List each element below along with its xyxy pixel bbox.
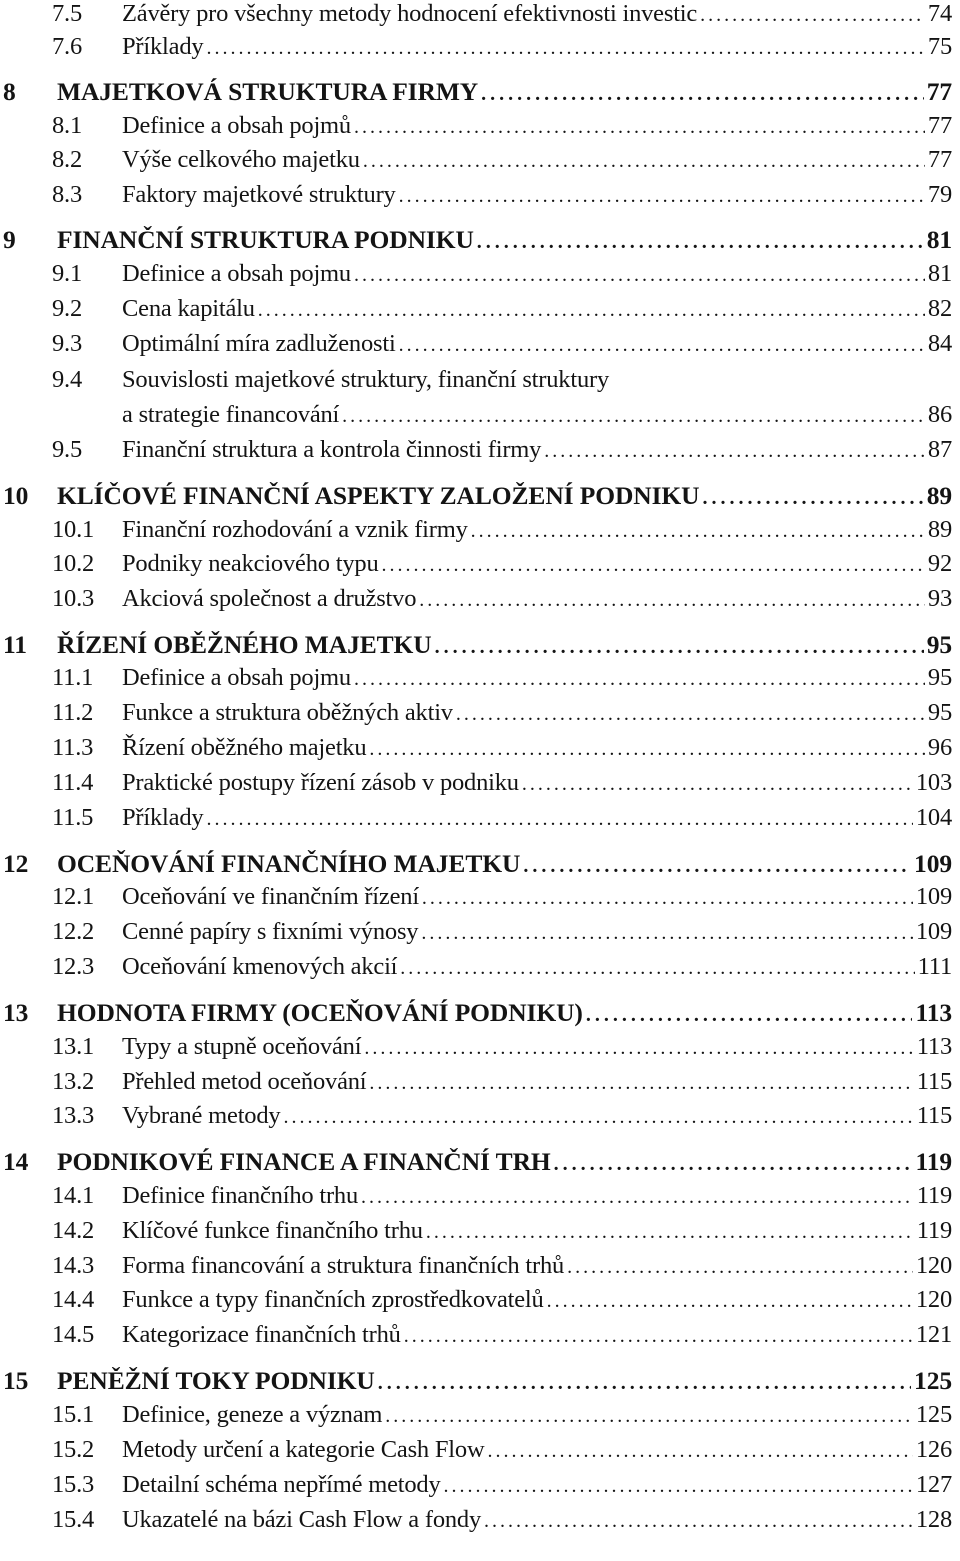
dot-leader <box>206 37 924 60</box>
page-number: 119 <box>915 1147 952 1176</box>
dot-leader <box>471 520 925 543</box>
page-number: 95 <box>926 630 952 659</box>
section-title: Metody určení a kategorie Cash Flow <box>122 1436 485 1463</box>
section-number: 10.1 <box>52 516 95 543</box>
chapter-title: HODNOTA FIRMY (OCEŇOVÁNÍ PODNIKU) <box>57 998 583 1027</box>
dot-leader <box>421 922 913 945</box>
toc-section-row <box>0 33 960 67</box>
section-number: 11.1 <box>52 664 94 691</box>
chapter-title: PENĚŽNÍ TOKY PODNIKU <box>57 1366 375 1395</box>
toc-section-row <box>0 1286 960 1320</box>
section-title: Definice a obsah pojmu <box>122 664 351 691</box>
page-number: 81 <box>926 225 952 254</box>
dot-leader <box>426 1221 914 1244</box>
section-title: Kategorizace finančních trhů <box>122 1321 401 1348</box>
section-title: Faktory majetkové struktury <box>122 181 396 208</box>
section-number: 15.4 <box>52 1506 95 1533</box>
dot-leader <box>419 589 925 612</box>
toc-chapter-row <box>0 1147 960 1181</box>
toc-section-row <box>0 436 960 470</box>
toc-section-row <box>0 1506 960 1540</box>
section-title: Přehled metod oceňování <box>122 1068 367 1095</box>
toc-section-row <box>0 330 960 364</box>
section-title: Podniky neakciového typu <box>122 550 379 577</box>
section-title: Definice, geneze a význam <box>122 1401 383 1428</box>
toc-section-row <box>0 664 960 698</box>
section-title: Funkce a typy finančních zprostředkovatelů <box>122 1286 544 1313</box>
dot-leader <box>435 636 924 659</box>
chapter-number: 12 <box>3 849 29 878</box>
section-title: Akciová společnost a družstvo <box>122 585 417 612</box>
chapter-title: PODNIKOVÉ FINANCE A FINANČNÍ TRH <box>57 1147 551 1176</box>
section-number: 12.2 <box>52 918 95 945</box>
chapter-title: ŘÍZENÍ OBĚŽNÉHO MAJETKU <box>57 630 432 659</box>
toc-section-row <box>0 112 960 146</box>
page-number: 109 <box>915 918 952 945</box>
section-number: 12.1 <box>52 883 95 910</box>
dot-leader <box>385 1405 913 1428</box>
dot-leader <box>422 887 913 910</box>
section-number: 11.3 <box>52 734 94 761</box>
page-number: 127 <box>915 1471 952 1498</box>
dot-leader <box>522 773 913 796</box>
section-title: Definice a obsah pojmu <box>122 260 351 287</box>
dot-leader <box>382 554 925 577</box>
dot-leader <box>484 1510 913 1533</box>
toc-section-row <box>0 516 960 550</box>
dot-leader <box>544 440 925 463</box>
toc-section-row <box>0 1182 960 1216</box>
page-number: 128 <box>915 1506 952 1533</box>
toc-section-row <box>0 366 960 400</box>
page-number: 120 <box>915 1286 952 1313</box>
page-number: 74 <box>927 0 952 27</box>
section-number: 9.1 <box>52 260 83 287</box>
section-number: 9.4 <box>52 366 83 393</box>
section-title: Klíčové funkce finančního trhu <box>122 1217 423 1244</box>
section-number: 8.1 <box>52 112 83 139</box>
section-title: Příklady <box>122 33 204 60</box>
toc-chapter-row <box>0 849 960 883</box>
toc-section-row <box>0 1033 960 1067</box>
toc-section-row <box>0 1252 960 1286</box>
section-number: 15.3 <box>52 1471 95 1498</box>
toc-section-row <box>0 953 960 987</box>
page-number: 92 <box>927 550 952 577</box>
section-number: 10.2 <box>52 550 95 577</box>
dot-leader <box>206 808 912 831</box>
toc-section-row <box>0 146 960 180</box>
page-number: 93 <box>927 585 952 612</box>
section-number: 8.3 <box>52 181 83 208</box>
dot-leader <box>477 231 924 254</box>
toc-section-row <box>0 1068 960 1102</box>
page-number: 115 <box>916 1102 952 1129</box>
section-title: Definice a obsah pojmů <box>122 112 351 139</box>
dot-leader <box>342 405 925 428</box>
page-number: 95 <box>927 664 952 691</box>
section-number: 11.4 <box>52 769 94 796</box>
section-title: Forma financování a struktura finančních trhů <box>122 1252 565 1279</box>
dot-leader <box>283 1106 913 1129</box>
toc-section-row <box>0 1102 960 1136</box>
toc-section-row <box>0 0 960 34</box>
dot-leader <box>399 185 925 208</box>
section-number: 8.2 <box>52 146 83 173</box>
toc-chapter-row <box>0 481 960 515</box>
page-number: 77 <box>927 112 952 139</box>
dot-leader <box>361 1186 914 1209</box>
toc-section-row <box>0 260 960 294</box>
toc-section-row <box>0 734 960 768</box>
toc-continuation-row <box>0 401 960 435</box>
section-title: Typy a stupně oceňování <box>122 1033 362 1060</box>
toc-section-row <box>0 918 960 952</box>
page-number: 109 <box>914 849 952 878</box>
chapter-number: 13 <box>3 998 29 1027</box>
section-title: Závěry pro všechny metody hodnocení efektivnosti investic <box>122 0 698 27</box>
section-number: 10.3 <box>52 585 95 612</box>
page-number: 95 <box>927 699 952 726</box>
dot-leader <box>364 1037 913 1060</box>
dot-leader <box>369 1072 913 1095</box>
toc-section-row <box>0 1471 960 1505</box>
toc-section-row <box>0 1401 960 1435</box>
chapter-number: 15 <box>3 1366 29 1395</box>
section-title: Souvislosti majetkové struktury, finanční struktury <box>122 366 610 393</box>
section-title: a strategie financování <box>122 401 340 428</box>
dot-leader <box>487 1440 912 1463</box>
page-number: 109 <box>915 883 952 910</box>
toc-section-row <box>0 1321 960 1355</box>
dot-leader <box>586 1004 913 1027</box>
section-number: 7.5 <box>52 0 83 27</box>
section-title: Detailní schéma nepřímé metody <box>122 1471 441 1498</box>
dot-leader <box>554 1153 913 1176</box>
section-number: 14.5 <box>52 1321 95 1348</box>
section-title: Finanční struktura a kontrola činnosti firmy <box>122 436 542 463</box>
section-number: 13.3 <box>52 1102 95 1129</box>
dot-leader <box>400 957 914 980</box>
page-number: 86 <box>927 401 952 428</box>
page-number: 77 <box>926 77 952 106</box>
section-title: Optimální míra zadluženosti <box>122 330 396 357</box>
section-number: 9.5 <box>52 436 83 463</box>
chapter-number: 8 <box>3 77 16 106</box>
dot-leader <box>481 83 924 106</box>
section-number: 13.2 <box>52 1068 95 1095</box>
toc-section-row <box>0 1436 960 1470</box>
page-number: 125 <box>915 1401 952 1428</box>
dot-leader <box>354 668 925 691</box>
toc-chapter-row <box>0 998 960 1032</box>
chapter-number: 10 <box>3 481 29 510</box>
page-number: 126 <box>915 1436 952 1463</box>
page-number: 113 <box>915 998 952 1027</box>
chapter-title: FINANČNÍ STRUKTURA PODNIKU <box>57 225 474 254</box>
toc-section-row <box>0 699 960 733</box>
toc-chapter-row <box>0 1366 960 1400</box>
chapter-title: KLÍČOVÉ FINANČNÍ ASPEKTY ZALOŽENÍ PODNIKU <box>57 481 700 510</box>
page-number: 84 <box>927 330 952 357</box>
section-title: Praktické postupy řízení zásob v podniku <box>122 769 519 796</box>
section-title: Definice finančního trhu <box>122 1182 359 1209</box>
page-number: 111 <box>917 953 952 980</box>
section-number: 14.4 <box>52 1286 95 1313</box>
page-number: 113 <box>916 1033 952 1060</box>
toc-chapter-row <box>0 225 960 259</box>
page-number: 119 <box>916 1217 952 1244</box>
section-title: Finanční rozhodování a vznik firmy <box>122 516 468 543</box>
page-number: 79 <box>927 181 952 208</box>
toc-chapter-row <box>0 630 960 664</box>
page-number: 104 <box>915 804 952 831</box>
dot-leader <box>354 264 925 287</box>
section-title: Cenné papíry s fixními výnosy <box>122 918 419 945</box>
chapter-number: 14 <box>3 1147 29 1176</box>
page-number: 119 <box>916 1182 952 1209</box>
dot-leader <box>456 703 925 726</box>
toc-chapter-row <box>0 77 960 111</box>
dot-leader <box>258 299 925 322</box>
dot-leader <box>363 150 925 173</box>
section-number: 11.5 <box>52 804 94 831</box>
section-number: 15.2 <box>52 1436 95 1463</box>
toc-section-row <box>0 181 960 215</box>
section-number: 13.1 <box>52 1033 95 1060</box>
page-number: 120 <box>915 1252 952 1279</box>
dot-leader <box>523 855 911 878</box>
page-number: 125 <box>914 1366 952 1395</box>
toc-section-row <box>0 883 960 917</box>
section-number: 9.2 <box>52 295 83 322</box>
section-title: Funkce a struktura oběžných aktiv <box>122 699 453 726</box>
section-number: 15.1 <box>52 1401 95 1428</box>
dot-leader <box>399 334 925 357</box>
dot-leader <box>702 487 923 510</box>
page-number: 87 <box>927 436 952 463</box>
toc-section-row <box>0 769 960 803</box>
page-number: 75 <box>927 33 952 60</box>
toc-section-row <box>0 295 960 329</box>
page-number: 82 <box>927 295 952 322</box>
dot-leader <box>369 738 924 761</box>
toc-section-row <box>0 804 960 838</box>
page-number: 115 <box>916 1068 952 1095</box>
page-number: 81 <box>927 260 952 287</box>
section-number: 12.3 <box>52 953 95 980</box>
section-number: 11.2 <box>52 699 94 726</box>
section-number: 9.3 <box>52 330 83 357</box>
section-title: Oceňování kmenových akcií <box>122 953 398 980</box>
section-title: Vybrané metody <box>122 1102 281 1129</box>
dot-leader <box>444 1475 913 1498</box>
page-number: 103 <box>915 769 952 796</box>
toc-section-row <box>0 550 960 584</box>
section-title: Cena kapitálu <box>122 295 255 322</box>
section-number: 14.3 <box>52 1252 95 1279</box>
section-title: Příklady <box>122 804 204 831</box>
page-number: 96 <box>927 734 952 761</box>
section-title: Ukazatelé na bázi Cash Flow a fondy <box>122 1506 482 1533</box>
dot-leader <box>700 4 925 27</box>
chapter-number: 11 <box>3 630 27 659</box>
dot-leader <box>567 1256 913 1279</box>
dot-leader <box>354 116 925 139</box>
section-number: 7.6 <box>52 33 83 60</box>
section-number: 14.2 <box>52 1217 95 1244</box>
toc-section-row <box>0 585 960 619</box>
section-title: Řízení oběžného majetku <box>122 734 367 761</box>
dot-leader <box>547 1290 913 1313</box>
chapter-title: MAJETKOVÁ STRUKTURA FIRMY <box>57 77 479 106</box>
chapter-title: OCEŇOVÁNÍ FINANČNÍHO MAJETKU <box>57 849 521 878</box>
page-number: 89 <box>926 481 952 510</box>
chapter-number: 9 <box>3 225 16 254</box>
toc-section-row <box>0 1217 960 1251</box>
page-number: 77 <box>927 146 952 173</box>
page-number: 89 <box>927 516 952 543</box>
section-title: Výše celkového majetku <box>122 146 360 173</box>
section-number: 14.1 <box>52 1182 95 1209</box>
dot-leader <box>404 1325 913 1348</box>
section-title: Oceňování ve finančním řízení <box>122 883 419 910</box>
dot-leader <box>378 1372 911 1395</box>
page-number: 121 <box>915 1321 952 1348</box>
